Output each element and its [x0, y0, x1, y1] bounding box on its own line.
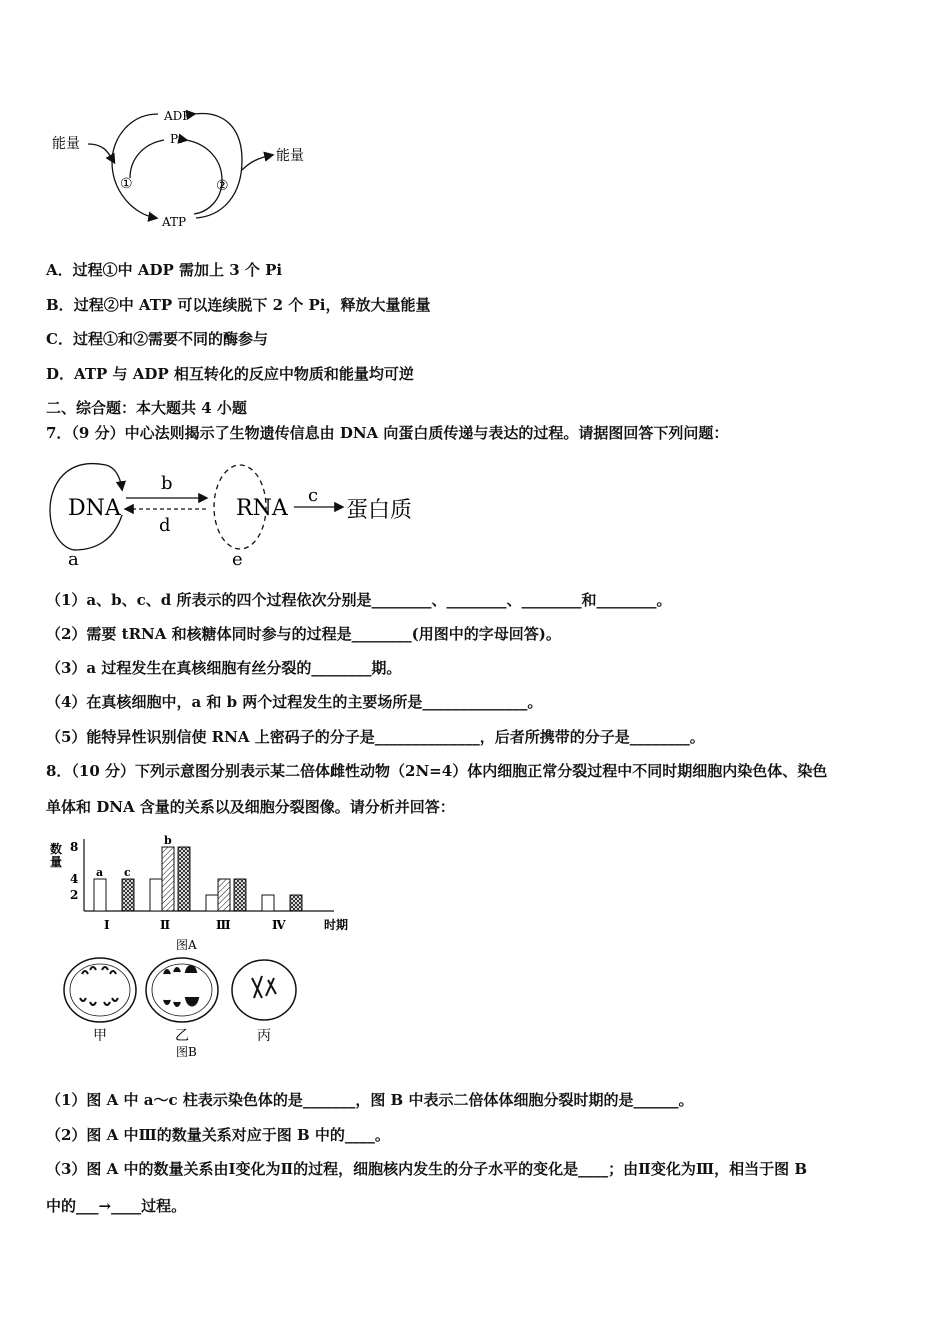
x-tick-label: Ⅳ	[272, 918, 286, 932]
cell-bing-label: 丙	[257, 1028, 271, 1044]
q8-part-3-line-1: （3）图 A 中的数量关系由Ⅰ变化为Ⅱ的过程，细胞核内发生的分子水平的变化是____；由Ⅱ变化为Ⅲ，相当于图 B	[46, 1160, 807, 1178]
process-d-label: d	[159, 515, 171, 536]
q7-part-1: （1）a、b、c、d 所表示的四个过程依次分别是________、________、________和________。	[46, 591, 672, 609]
bar-c	[178, 847, 190, 911]
bar-label-a: a	[96, 866, 104, 879]
figure-b-cell-images	[60, 952, 310, 1062]
energy-out-label: 能量	[276, 148, 304, 164]
y-tick-label: 4	[70, 872, 79, 886]
bar-label-c: c	[124, 866, 131, 879]
y-axis-label-2: 量	[50, 855, 63, 869]
section-title: 二、综合题：本大题共 4 小题	[46, 399, 247, 417]
x-axis-label: 时期	[324, 918, 349, 932]
bar-c	[290, 895, 302, 911]
process-c-label: c	[308, 485, 319, 506]
cell-jia	[64, 958, 136, 1044]
x-tick-label: Ⅰ	[104, 918, 110, 932]
x-tick-label: Ⅲ	[216, 918, 231, 932]
bar-a	[262, 895, 274, 911]
q7-part-4: （4）在真核细胞中，a 和 b 两个过程发生的主要场所是______________。	[46, 693, 543, 711]
q8-part-1: （1）图 A 中 a～c 柱表示染色体的是_______，图 B 中表示二倍体体细胞分裂时期的是______。	[46, 1091, 694, 1109]
process-e-label: e	[232, 549, 243, 570]
y-tick-label: 8	[70, 840, 79, 854]
q8-stem-line-1: 8．（10 分）下列示意图分别表示某二倍体雌性动物（2N=4）体内细胞正常分裂过程中不同时期细胞内染色体、染色	[46, 762, 828, 780]
figure-a-caption: 图A	[176, 938, 197, 952]
pi-label: Pi	[170, 132, 182, 146]
outer-right-arc	[194, 113, 242, 218]
protein-label: 蛋白质	[346, 498, 413, 523]
figure-b-caption: 图B	[176, 1045, 197, 1059]
energy-in-label: 能量	[52, 136, 80, 152]
process-a-label: a	[68, 549, 79, 570]
bar-a	[206, 895, 218, 911]
energy-out-arrow	[242, 155, 272, 170]
process-1-label: ①	[120, 176, 133, 192]
option-a: A．过程①中 ADP 需加上 3 个 Pi	[46, 261, 283, 279]
a-loop-arrow	[106, 465, 122, 489]
q8-part-3-line-2: 中的___→____过程。	[46, 1197, 187, 1215]
figure-a-bar-chart	[46, 833, 356, 953]
option-c: C．过程①和②需要不同的酶参与	[46, 330, 268, 348]
q7-stem: 7．（9 分）中心法则揭示了生物遗传信息由 DNA 向蛋白质传递与表达的过程。请据图回答下列问题：	[46, 424, 729, 442]
inner-left-arc	[130, 140, 164, 178]
cell-bing	[232, 960, 296, 1044]
q8-part-2: （2）图 A 中Ⅲ的数量关系对应于图 B 中的____。	[46, 1126, 390, 1144]
cell-jia-label: 甲	[93, 1028, 107, 1044]
q8-stem-line-2: 单体和 DNA 含量的关系以及细胞分裂图像。请分析并回答：	[46, 798, 455, 816]
central-dogma-figure	[46, 455, 446, 570]
bar-b	[218, 879, 230, 911]
energy-in-arrow	[88, 144, 114, 162]
dna-label: DNA	[68, 496, 121, 521]
bar-a	[94, 879, 106, 911]
bar-a	[150, 879, 162, 911]
bar-c	[234, 879, 246, 911]
cell-yi	[146, 958, 218, 1044]
y-tick-label: 2	[70, 888, 79, 902]
process-b-label: b	[161, 473, 173, 494]
inner-right-arc	[186, 140, 222, 214]
rna-label: RNA	[236, 496, 288, 521]
x-tick-label: Ⅱ	[160, 918, 171, 932]
bar-b	[162, 847, 174, 911]
q7-part-5: （5）能特异性识别信使 RNA 上密码子的分子是______________，后者所携带的分子是________。	[46, 728, 705, 746]
q7-part-2: （2）需要 tRNA 和核糖体同时参与的过程是________(用图中的字母回答)。	[46, 625, 561, 643]
cell-yi-label: 乙	[175, 1028, 189, 1044]
process-2-label: ②	[216, 178, 229, 194]
option-d: D．ATP 与 ADP 相互转化的反应中物质和能量均可逆	[46, 365, 414, 383]
option-b: B．过程②中 ATP 可以连续脱下 2 个 Pi，释放大量能量	[46, 296, 431, 314]
outer-left-arc	[112, 114, 158, 218]
bar-label-b: b	[164, 834, 172, 847]
bar-c	[122, 879, 134, 911]
atp-adp-cycle-figure	[46, 100, 326, 230]
adp-label: ADP	[164, 109, 191, 123]
q7-part-3: （3）a 过程发生在真核细胞有丝分裂的________期。	[46, 659, 402, 677]
y-axis-label-1: 数	[50, 842, 63, 856]
atp-label: ATP	[162, 215, 187, 229]
